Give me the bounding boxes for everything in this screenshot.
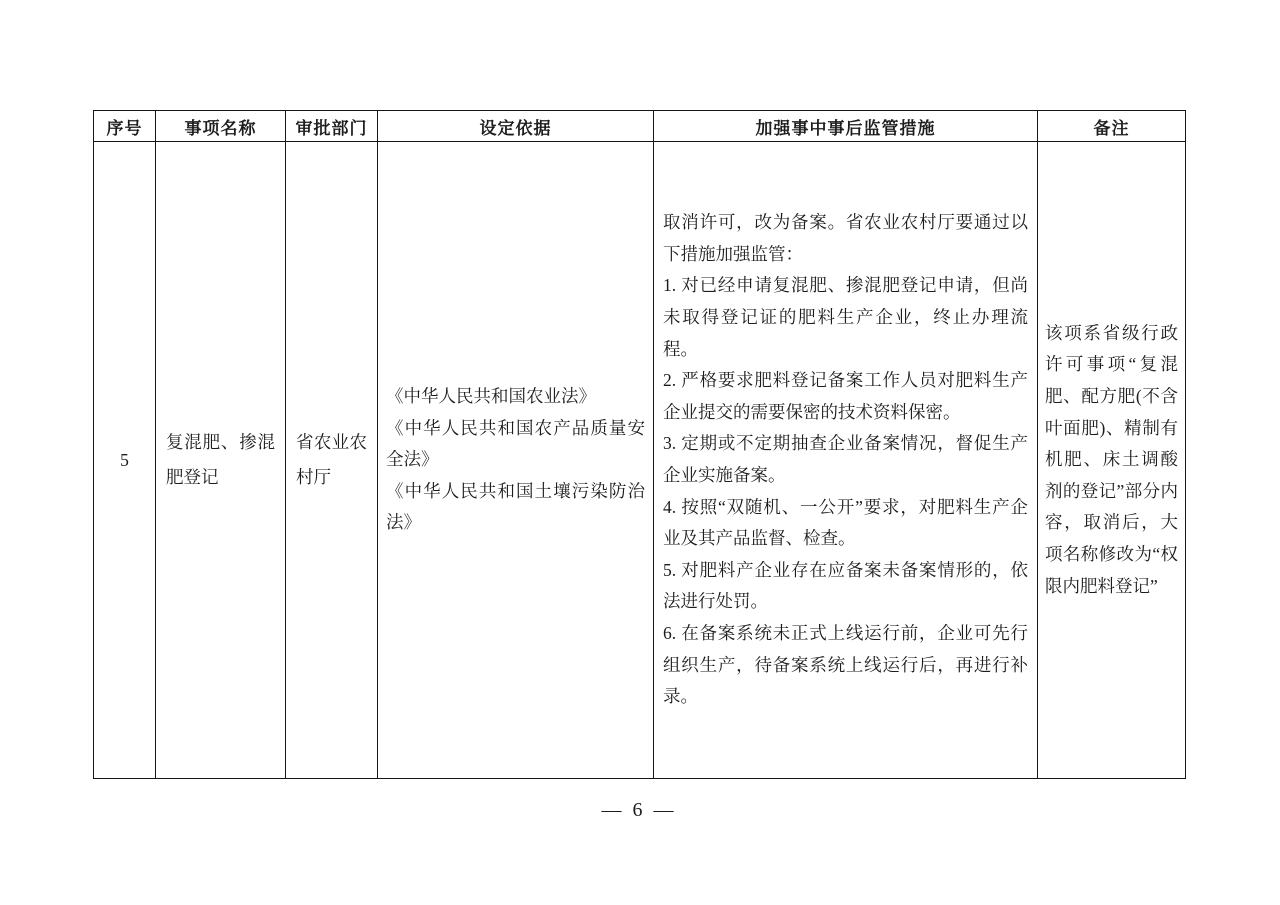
cell-approval-department: 省农业农村厅: [286, 142, 378, 779]
header-item-name: 事项名称: [156, 111, 286, 142]
header-supervision-measures: 加强事中事后监管措施: [654, 111, 1038, 142]
measure-item-5: 5. 对肥料产企业存在应备案未备案情形的，依法进行处罚。: [663, 559, 1028, 612]
header-setting-basis: 设定依据: [378, 111, 654, 142]
basis-law-1: 《中华人民共和国农业法》: [386, 386, 596, 407]
measure-item-6: 6. 在备案系统未正式上线运行前，企业可先行组织生产，待备案系统上线运行后，再进行补录。: [663, 622, 1028, 707]
measure-item-2: 2. 严格要求肥料登记备案工作人员对肥料生产企业提交的需要保密的技术资料保密。: [663, 370, 1028, 422]
regulation-items-table: [93, 110, 1186, 779]
header-remarks: 备注: [1038, 111, 1186, 142]
measure-item-3: 3. 定期或不定期抽查企业备案情况，督促生产企业实施备案。: [663, 433, 1028, 485]
table-header-row: [94, 111, 1186, 142]
cell-item-name: 复混肥、掺混肥登记: [156, 142, 286, 779]
measure-item-4: 4. 按照“双随机、一公开”要求，对肥料生产企业及其产品监督、检查。: [663, 496, 1028, 549]
table-row: [94, 142, 1186, 779]
cell-supervision-measures: [654, 142, 1038, 779]
header-approval-department: 审批部门: [286, 111, 378, 142]
page-number: — 6 —: [601, 799, 677, 821]
basis-law-3: 《中华人民共和国土壤污染防治法》: [386, 480, 645, 533]
header-serial-number: 序号: [94, 111, 156, 142]
measure-item-1: 1. 对已经申请复混肥、掺混肥登记申请，但尚未取得登记证的肥料生产企业，终止办理流程。: [663, 275, 1028, 359]
cell-remarks: 该项系省级行政许可事项“复混肥、配方肥(不含叶面肥)、精制有机肥、床土调酸剂的登记”部分内容，取消后，大项名称修改为“权限内肥料登记”: [1038, 142, 1186, 779]
cell-serial-number: 5: [94, 142, 156, 779]
cell-setting-basis: [378, 142, 654, 779]
measures-intro: 取消许可，改为备案。省农业农村厅要通过以下措施加强监管：: [663, 212, 1028, 264]
basis-law-2: 《中华人民共和国农产品质量安全法》: [386, 417, 645, 470]
